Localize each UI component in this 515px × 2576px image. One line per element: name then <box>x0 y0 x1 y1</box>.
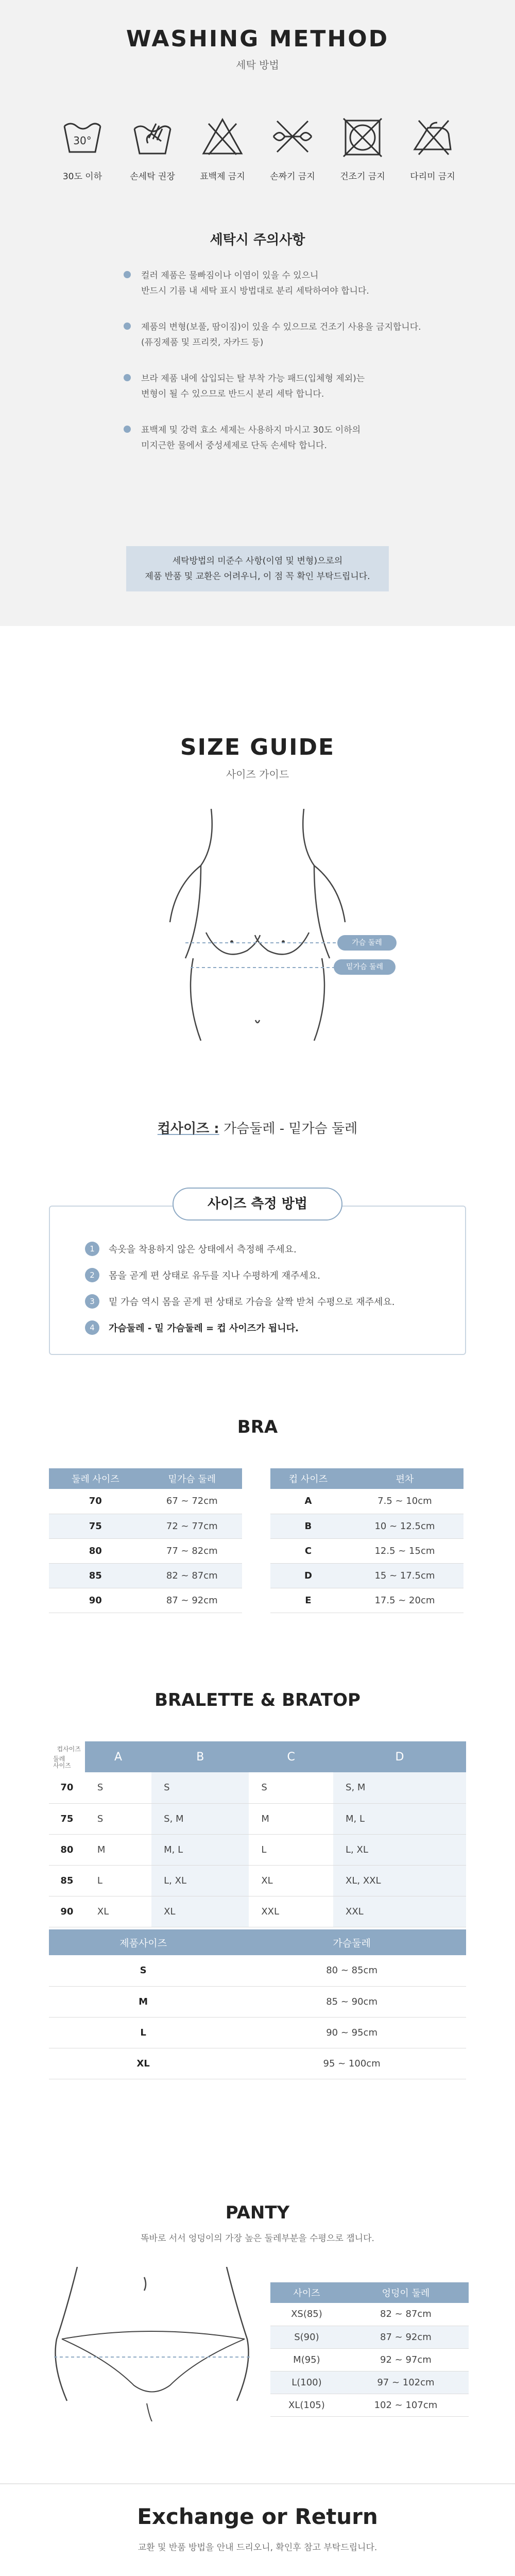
caution-item <box>124 422 422 453</box>
bullet-dot <box>124 323 131 330</box>
table-row <box>49 1865 466 1896</box>
svg-text:30°: 30° <box>73 134 92 147</box>
washing-note: 세탁방법의 미준수 사항(이염 및 변형)으로의 제품 반품 및 교환은 어려우니, 이 점 꼭 확인 부탁드립니다. <box>126 546 389 591</box>
table-cell: M(95) <box>270 2348 343 2371</box>
table-cell: M <box>85 1834 151 1865</box>
no-iron-icon <box>409 113 456 160</box>
step-number: 4 <box>85 1320 99 1335</box>
caution-item <box>124 371 422 402</box>
table-row <box>49 1772 466 1803</box>
measure-step <box>85 1242 445 1256</box>
table-cell: S <box>151 1772 249 1803</box>
table-header: 컵 사이즈 <box>270 1468 346 1489</box>
bra-band-table <box>49 1468 242 1613</box>
table-cell: L <box>49 2017 237 2048</box>
table-row <box>49 1538 242 1563</box>
table-cell: XXL <box>333 1896 466 1927</box>
size-guide-title: SIZE GUIDE <box>180 734 335 760</box>
table-row <box>49 1955 466 1986</box>
care-symbol-label: 30도 이하 <box>62 172 102 182</box>
table-cell: S(90) <box>270 2326 343 2348</box>
caution-text: 제품의 변형(보풀, 땀이짐)이 있을 수 있으므로 건조기 사용을 금지합니다. (퓨징제품 및 프리컷, 자카드 등) <box>141 322 421 348</box>
washing-section <box>0 0 515 626</box>
step-text: 밑 가슴 역시 몸을 곧게 편 상태로 가슴을 살짝 받쳐 수평으로 재주세요. <box>109 1297 395 1308</box>
care-symbol-label: 손세탁 권장 <box>130 172 175 182</box>
measure-step <box>85 1268 445 1282</box>
caution-title: 세탁시 주의사항 <box>210 232 305 248</box>
care-symbol <box>404 113 461 182</box>
table-cell: 90 <box>49 1588 142 1613</box>
care-symbol-label: 손짜기 금지 <box>270 172 315 182</box>
table-cell: A <box>270 1489 346 1514</box>
measure-step <box>85 1294 445 1309</box>
table-cell: C <box>270 1538 346 1563</box>
table-row <box>49 1834 466 1865</box>
step-number: 1 <box>85 1242 99 1256</box>
table-cell: 90 <box>49 1896 85 1927</box>
table-header: B <box>151 1741 249 1772</box>
table-cell: L <box>249 1834 333 1865</box>
care-symbols <box>54 113 461 182</box>
table-cell: M, L <box>333 1803 466 1834</box>
table-header: A <box>85 1741 151 1772</box>
bra-cup-table <box>270 1468 464 1613</box>
table-row <box>270 2326 469 2348</box>
table-cell: E <box>270 1588 346 1613</box>
table-cell: 67 ~ 72cm <box>142 1489 242 1514</box>
care-symbol-label: 건조기 금지 <box>340 172 385 182</box>
table-cell: 92 ~ 97cm <box>343 2348 469 2371</box>
table-cell: D <box>270 1563 346 1588</box>
table-cell: 102 ~ 107cm <box>343 2394 469 2416</box>
measure-title: 사이즈 측정 방법 <box>173 1188 342 1221</box>
table-header: 둘레 사이즈 <box>49 1468 142 1489</box>
step-text: 속옷을 착용하지 않은 상태에서 측정해 주세요. <box>109 1244 297 1255</box>
table-row <box>49 1514 242 1538</box>
table-cell: 15 ~ 17.5cm <box>346 1563 464 1588</box>
product-size-table <box>49 1929 466 2079</box>
cup-formula-text: 가슴둘레 - 밑가슴 둘레 <box>219 1121 358 1137</box>
table-cell: 90 ~ 95cm <box>237 2017 466 2048</box>
step-text: 가슴둘레 - 밑 가슴둘레 = 컵 사이즈가 됩니다. <box>109 1323 299 1334</box>
care-symbol-label: 표백제 금지 <box>200 172 245 182</box>
caution-text: 브라 제품 내에 삽입되는 탈 부착 가능 패드(입체형 제외)는 변형이 될 수 있으므로 반드시 분리 세탁 합니다. <box>141 374 365 399</box>
table-cell: 17.5 ~ 20cm <box>346 1588 464 1613</box>
table-cell: L, XL <box>151 1865 249 1896</box>
wash-30-icon <box>59 113 106 160</box>
table-row <box>270 2348 469 2371</box>
table-header: C <box>249 1741 333 1772</box>
care-symbol <box>54 113 111 182</box>
table-cell: S, M <box>151 1803 249 1834</box>
table-header: 엉덩이 둘레 <box>343 2282 469 2303</box>
table-cell: 75 <box>49 1514 142 1538</box>
bralette-size-table <box>49 1741 466 1927</box>
cup-formula <box>0 1118 515 1137</box>
table-cell: 87 ~ 92cm <box>343 2326 469 2348</box>
table-row <box>49 1896 466 1927</box>
table-corner <box>49 1741 85 1772</box>
table-row <box>270 1588 464 1613</box>
hand-wash-icon <box>129 113 176 160</box>
size-guide-subtitle: 사이즈 가이드 <box>226 768 289 781</box>
measure-steps <box>85 1242 445 1347</box>
panty-size-table <box>270 2282 469 2417</box>
caution-item <box>124 319 422 350</box>
care-symbol <box>194 113 251 182</box>
table-cell: 82 ~ 87cm <box>343 2303 469 2326</box>
exchange-title: Exchange or Return <box>137 2504 378 2529</box>
table-cell: M <box>49 1986 237 2017</box>
table-cell: 85 ~ 90cm <box>237 1986 466 2017</box>
table-cell: XL <box>85 1896 151 1927</box>
table-header: 제품사이즈 <box>49 1929 237 1955</box>
measure-step <box>85 1320 445 1335</box>
table-cell: XL, XXL <box>333 1865 466 1896</box>
care-symbol <box>124 113 181 182</box>
table-cell: S <box>249 1772 333 1803</box>
bullet-dot <box>124 374 131 381</box>
table-cell: M <box>249 1803 333 1834</box>
section-divider <box>0 2483 515 2484</box>
table-row <box>270 1563 464 1588</box>
care-symbol-label: 다리미 금지 <box>410 172 455 182</box>
no-wring-icon <box>269 113 316 160</box>
caution-text: 표백제 및 강력 효소 세제는 사용하지 마시고 30도 이하의 미지근한 물에서 중성세제로 단독 손세탁 합니다. <box>141 425 361 451</box>
table-row <box>270 1538 464 1563</box>
table-cell: XL <box>49 2048 237 2079</box>
table-row <box>49 1986 466 2017</box>
bra-title: BRA <box>237 1417 278 1437</box>
step-number: 3 <box>85 1294 99 1309</box>
table-cell: 70 <box>49 1489 142 1514</box>
table-cell: 97 ~ 102cm <box>343 2371 469 2394</box>
table-header: 밑가슴 둘레 <box>142 1468 242 1489</box>
table-cell: 10 ~ 12.5cm <box>346 1514 464 1538</box>
table-cell: XXL <box>249 1896 333 1927</box>
table-cell: L, XL <box>333 1834 466 1865</box>
step-number: 2 <box>85 1268 99 1282</box>
table-cell: B <box>270 1514 346 1538</box>
washing-subtitle: 세탁 방법 <box>236 59 279 71</box>
panty-title: PANTY <box>225 2202 290 2223</box>
table-cell: 80 <box>49 1538 142 1563</box>
table-cell: 82 ~ 87cm <box>142 1563 242 1588</box>
table-cell: 85 <box>49 1563 142 1588</box>
underbust-label: 밑가슴 둘레 <box>334 959 396 975</box>
chest-label: 가슴 둘레 <box>337 935 397 951</box>
table-row <box>49 1588 242 1613</box>
table-row <box>270 1514 464 1538</box>
bralette-title: BRALETTE & BRATOP <box>154 1690 360 1710</box>
table-cell: 87 ~ 92cm <box>142 1588 242 1613</box>
table-cell: M, L <box>151 1834 249 1865</box>
caution-item <box>124 268 422 299</box>
table-row <box>270 2303 469 2326</box>
table-row <box>49 1563 242 1588</box>
table-cell: 7.5 ~ 10cm <box>346 1489 464 1514</box>
table-row <box>270 2394 469 2416</box>
table-cell: 77 ~ 82cm <box>142 1538 242 1563</box>
table-header: D <box>333 1741 466 1772</box>
table-row <box>49 2017 466 2048</box>
table-cell: XL <box>249 1865 333 1896</box>
table-cell: XL(105) <box>270 2394 343 2416</box>
table-cell: 72 ~ 77cm <box>142 1514 242 1538</box>
table-row <box>49 1489 242 1514</box>
table-cell: S <box>85 1803 151 1834</box>
bullet-dot <box>124 271 131 278</box>
care-symbol <box>264 113 321 182</box>
exchange-subtitle: 교환 및 반품 방법을 안내 드리오니, 확인후 참고 부탁드립니다. <box>138 2543 377 2553</box>
table-header: 사이즈 <box>270 2282 343 2303</box>
bullet-dot <box>124 426 131 433</box>
table-cell: 75 <box>49 1803 85 1834</box>
no-bleach-icon <box>199 113 246 160</box>
table-cell: S <box>49 1955 237 1986</box>
table-cell: XS(85) <box>270 2303 343 2326</box>
no-tumble-dry-icon <box>339 113 386 160</box>
panty-subtitle: 똑바로 서서 엉덩이의 가장 높은 둘레부분을 수평으로 잽니다. <box>141 2233 374 2244</box>
table-cell: XL <box>151 1896 249 1927</box>
washing-title: WASHING METHOD <box>126 26 389 52</box>
corner-top-label: 컵사이즈 <box>57 1745 81 1753</box>
table-row <box>270 1489 464 1514</box>
table-cell: L(100) <box>270 2371 343 2394</box>
hip-illustration <box>46 2267 258 2421</box>
table-cell: L <box>85 1865 151 1896</box>
table-cell: S <box>85 1772 151 1803</box>
torso-illustration <box>154 804 360 1041</box>
cup-formula-label: 컵사이즈 : <box>157 1121 219 1137</box>
table-cell: 85 <box>49 1865 85 1896</box>
step-text: 몸을 곧게 편 상태로 유두를 지나 수평하게 재주세요. <box>109 1270 320 1281</box>
table-cell: S, M <box>333 1772 466 1803</box>
table-cell: 80 <box>49 1834 85 1865</box>
table-row <box>270 2371 469 2394</box>
table-header: 편차 <box>346 1468 464 1489</box>
table-row <box>49 2048 466 2079</box>
table-cell: 70 <box>49 1772 85 1803</box>
table-row <box>49 1803 466 1834</box>
caution-list <box>124 268 422 474</box>
table-cell: 80 ~ 85cm <box>237 1955 466 1986</box>
table-header: 가슴둘레 <box>237 1929 466 1955</box>
caution-text: 컬러 제품은 물빠짐이나 이염이 있을 수 있으니 반드시 기름 내 세탁 표시 방법대로 분리 세탁하여야 합니다. <box>141 270 369 296</box>
table-cell: 12.5 ~ 15cm <box>346 1538 464 1563</box>
care-symbol <box>334 113 391 182</box>
corner-bottom-label: 둘레 사이즈 <box>53 1755 71 1769</box>
table-cell: 95 ~ 100cm <box>237 2048 466 2079</box>
